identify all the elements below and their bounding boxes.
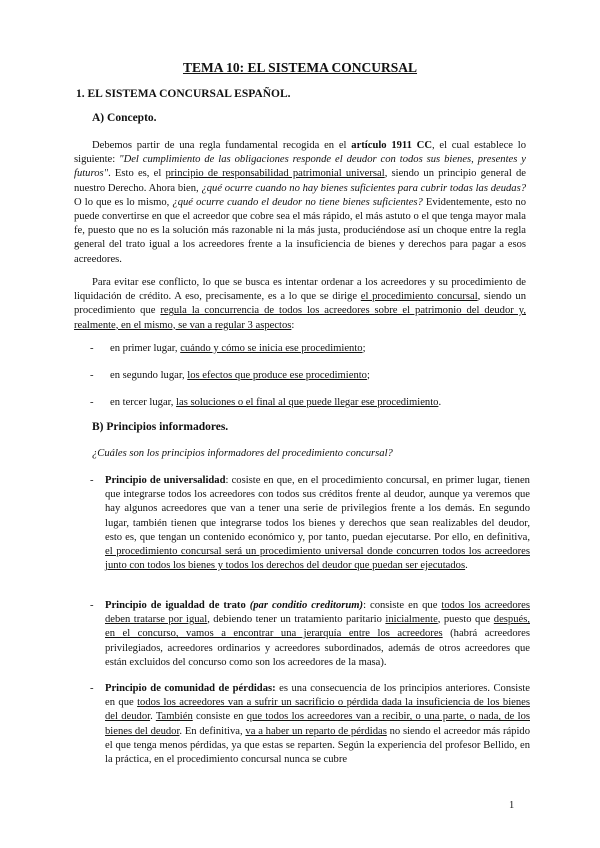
principle-igualdad: - Principio de igualdad de trato (par conditio creditorum): consiste en que todos los acreedores deben tratarse por igual, debiendo tener un tratamiento paritario inicialmente, puesto que después, en el concurso, vamos a encontrar una jerarquía entre los acreedores (habrá acreedores privilegiados, acreedores ordinarios y acreedores subordinados, además de otros acreedores que están excluidos del concurso como son los acreedores de la masa).: [90, 600, 530, 668]
section-heading: 1. EL SISTEMA CONCURSAL ESPAÑOL.: [76, 88, 291, 100]
paragraph-concepto-1: Debemos partir de una regla fundamental recogida en el artículo 1911 CC, el cual establece lo siguiente: "Del cumplimiento de las obligaciones responde el deudor con todos sus bienes, presentes y futuros". Esto es, el principio de responsabilidad patrimonial universal, siendo un principio general de nuestro Derecho. Ahora bien, ¿qué ocurre cuando no hay bienes suficientes para cubrir todas las deudas? O lo que es lo mismo, ¿qué ocurre cuando el deudor no tiene bienes suficientes? Evidentemente, esto no puede convertirse en que el acreedor que cobre sea el más rápido, el más astuto o el que tenga mayor mala fe, puesto que no es la solución más razonable ni la más justa, produciéndose así un choque entre la regla general del trato igual a los acreedores frente a la insuficiencia de bienes y derechos para pagar a esos acreedores.: [74, 140, 526, 265]
list-item: - en tercer lugar, las soluciones o el final al que puede llegar ese procedimiento.: [90, 397, 442, 408]
principle-comunidad-perdidas: - Principio de comunidad de pérdidas: es una consecuencia de los principios anteriores. Consiste en que todos los acreedores van a sufrir un sacrificio o pérdida dada la insuficiencia de los bienes del deudor. También consiste en que todos los acreedores van a recibir, o una parte, o nada, de los bienes del deudor. En definitiva, va a haber un reparto de pérdidas no siendo el acreedor más rápido el que tenga menos pérdidas, ya que estas se reparten. Según la experiencia del profesor Bellido, en la práctica, en el procedimiento concursal nunca se cubre: [90, 683, 531, 766]
page-title: TEMA 10: EL SISTEMA CONCURSAL: [182, 60, 418, 75]
question-text: ¿Cuáles son los principios informadores del procedimiento concursal?: [92, 448, 393, 459]
subsection-heading-concepto: A) Concepto.: [92, 112, 157, 124]
list-item: - en primer lugar, cuándo y cómo se inicia ese procedimiento;: [90, 343, 366, 354]
principle-universalidad: - Principio de universalidad: cosiste en que, en el procedimiento concursal, en primer lugar, tienen que integrarse todos los acreedores con todos sus créditos frente al deudor, aunque ya veremos que hay algunos acreedores que van a tener una serie de privilegios frente a los demás. En segundo lugar, también tienen que integrarse todos los bienes y derechos que sean realizables del deudor, esto es, que tengan un contenido económico y, por tanto, puedan ejecutarse. Por ello, en definitiva, el procedimiento concursal será un procedimiento universal donde concurren todos los acreedores junto con todos los bienes y todos los derechos del deudor que puedan ser ejecutados.: [90, 475, 530, 572]
list-item: - en segundo lugar, los efectos que produce ese procedimiento;: [90, 370, 370, 381]
subsection-heading-principios: B) Principios informadores.: [92, 421, 229, 433]
paragraph-concepto-2: Para evitar ese conflicto, lo que se busca es intentar ordenar a los acreedores y su procedimiento de liquidación de crédito. A eso, precisamente, es a lo que se dirige el procedimiento concursal, siendo un procedimiento que regula la concurrencia de todos los acreedores sobre el patrimonio del deudor y, realmente, en el mismo, se van a regular 3 aspectos:: [74, 277, 527, 331]
page-number: 1: [509, 800, 515, 811]
